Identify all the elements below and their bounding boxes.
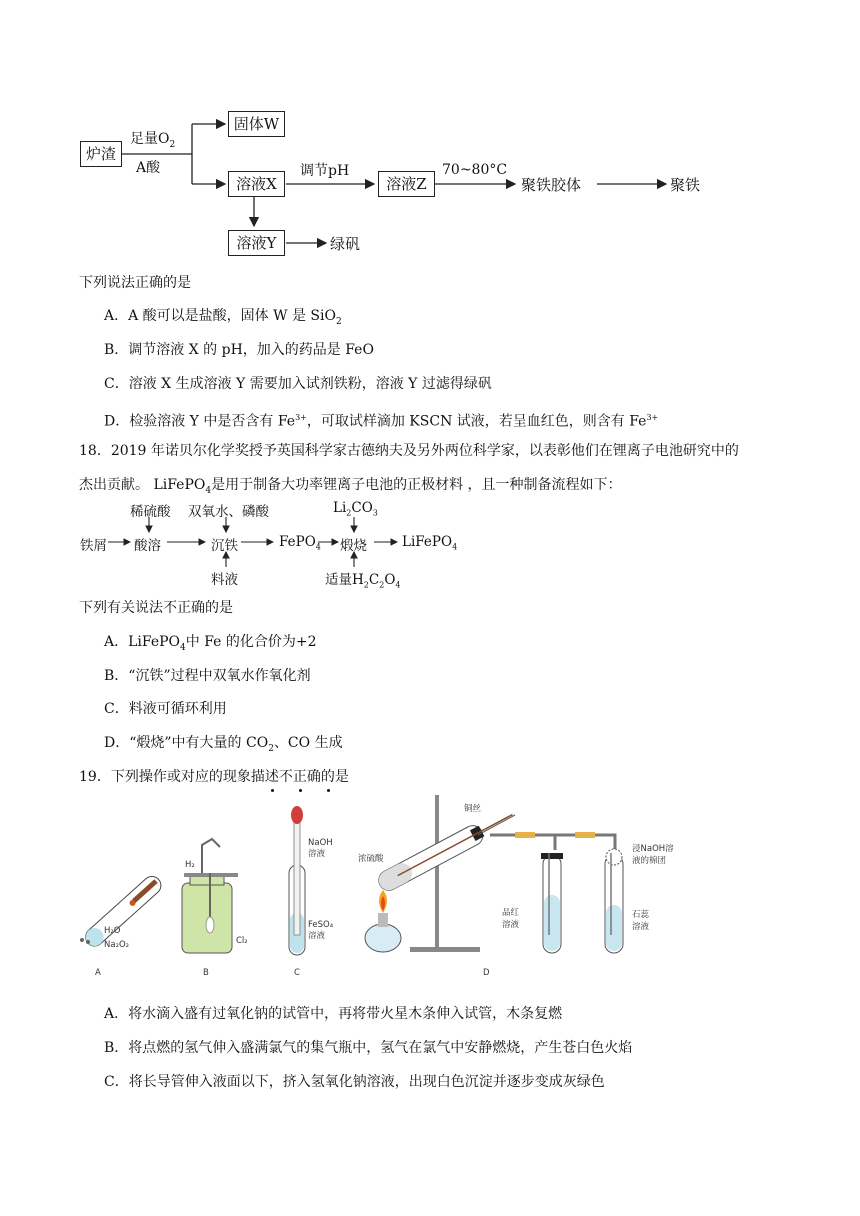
svg-text:溶液: 溶液	[502, 920, 520, 930]
emphasis-dot	[327, 789, 330, 792]
label-polyiron: 聚铁	[670, 176, 701, 194]
svg-text:石蕊: 石蕊	[632, 910, 650, 920]
label-fepo4: FePO$_4$	[279, 534, 321, 552]
svg-text:FeSO₄: FeSO₄	[308, 920, 334, 930]
box-solid-w: 固体W	[228, 111, 285, 137]
q17-option-b: B．调节溶液 X 的 pH，加入的药品是 FeO	[104, 342, 374, 358]
label-oxalic-acid: 适量$H_2C_2O_4$	[325, 572, 401, 590]
q18-stem-line2: 杰出贡献。 LiFePO$_4$是用于制备大功率锂离子电池的正极材料 ，且一种制备流程如下：	[79, 477, 622, 496]
label-lithium-carbonate: $Li_2CO_3$	[333, 500, 378, 518]
q19-option-a: A．将水滴入盛有过氧化钠的试管中，再将带火星木条伸入试管，木条复燃	[104, 1006, 563, 1022]
flowchart-1-arrows	[0, 0, 860, 270]
svg-text:溶液: 溶液	[308, 849, 326, 859]
q17-prompt: 下列说法正确的是	[79, 275, 191, 291]
label-acid-dissolve: 酸溶	[134, 538, 161, 554]
q18-option-d: D．“煅烧”中有大量的 $CO_2$、CO 生成	[104, 735, 343, 754]
svg-text:A: A	[95, 968, 101, 978]
label-lifepo4: LiFePO$_4$	[402, 534, 458, 552]
label-liquor: 料液	[211, 572, 238, 588]
svg-text:D: D	[483, 968, 490, 978]
q18-option-c: C．料液可循环利用	[104, 701, 227, 717]
q18-prompt: 下列有关说法不正确的是	[79, 600, 233, 616]
apparatus-c	[289, 806, 334, 978]
label-adjust-ph: 调节pH	[300, 163, 350, 179]
svg-text:H₂O: H₂O	[104, 926, 121, 936]
label-iron-scraps: 铁屑	[80, 538, 107, 554]
svg-text:C: C	[294, 968, 300, 978]
svg-text:浸NaOH溶: 浸NaOH溶	[632, 844, 674, 854]
q19-option-c: C．将长导管伸入液面以下，挤入氢氧化钠溶液，出现白色沉淀并逐步变成灰绿色	[104, 1074, 605, 1090]
q17-option-c: C．溶液 X 生成溶液 Y 需要加入试剂铁粉，溶液 Y 过滤得绿矾	[104, 376, 492, 392]
q17-option-d: D．检验溶液 Y 中是否含有 $Fe^{3+}$，可取试样滴加 KSCN 试液，若呈血红色，则含有 $Fe^{3+}$	[104, 413, 659, 430]
emphasis-not-correct: 不正确	[278, 769, 321, 785]
label-calcination: 煅烧	[340, 538, 367, 554]
label-green-vitriol: 绿矾	[330, 235, 361, 253]
svg-text:溶液: 溶液	[632, 922, 650, 932]
label-colloid: 聚铁胶体	[521, 176, 582, 194]
reagent-acid: A酸	[136, 160, 161, 176]
apparatus-b	[182, 839, 248, 978]
svg-text:Na₂O₂: Na₂O₂	[104, 940, 130, 950]
svg-text:NaOH: NaOH	[308, 838, 333, 848]
svg-text:Cl₂: Cl₂	[236, 936, 248, 946]
label-oxidant: 双氧水、磷酸	[188, 504, 269, 520]
q18-option-b: B．“沉铁”过程中双氧水作氧化剂	[104, 668, 311, 684]
apparatus-figure	[70, 795, 710, 985]
svg-text:铜丝: 铜丝	[464, 804, 482, 814]
svg-text:浓硫酸: 浓硫酸	[358, 854, 384, 864]
svg-text:B: B	[203, 968, 209, 978]
label-precipitate: 沉铁	[211, 538, 238, 554]
q19-option-b: B．将点燃的氢气伸入盛满氯气的集气瓶中，氢气在氯气中安静燃烧，产生苍白色火焰	[104, 1040, 633, 1056]
svg-text:溶液: 溶液	[308, 931, 326, 941]
emphasis-dot	[271, 789, 274, 792]
box-solution-x: 溶液X	[228, 171, 285, 197]
q19-stem: 19．下列操作或对应的现象描述不正确的是	[79, 769, 349, 785]
reagent-oxygen: 足量$O_2$	[130, 131, 176, 150]
q18-stem-line1: 18．2019 年诺贝尔化学奖授予英国科学家古德纳夫及另外两位科学家，以表彰他们在锂离子电池研究中的	[79, 443, 739, 459]
q17-option-a: A．A 酸可以是盐酸，固体 W 是 SiO$_2$	[104, 308, 342, 327]
svg-text:H₂: H₂	[185, 860, 195, 870]
q18-option-a: A．LiFePO$_4$中 Fe 的化合价为+2	[104, 634, 317, 653]
apparatus-d	[358, 795, 674, 978]
box-solution-y: 溶液Y	[228, 230, 285, 256]
box-solution-z: 溶液Z	[378, 171, 435, 197]
label-temperature: 70~80°C	[442, 162, 508, 178]
box-slag: 炉渣	[80, 141, 122, 167]
apparatus-a	[80, 873, 165, 978]
emphasis-dot	[299, 789, 302, 792]
svg-text:液的棉团: 液的棉团	[632, 856, 667, 866]
label-dilute-acid: 稀硫酸	[130, 504, 171, 520]
svg-text:品红: 品红	[502, 908, 520, 918]
